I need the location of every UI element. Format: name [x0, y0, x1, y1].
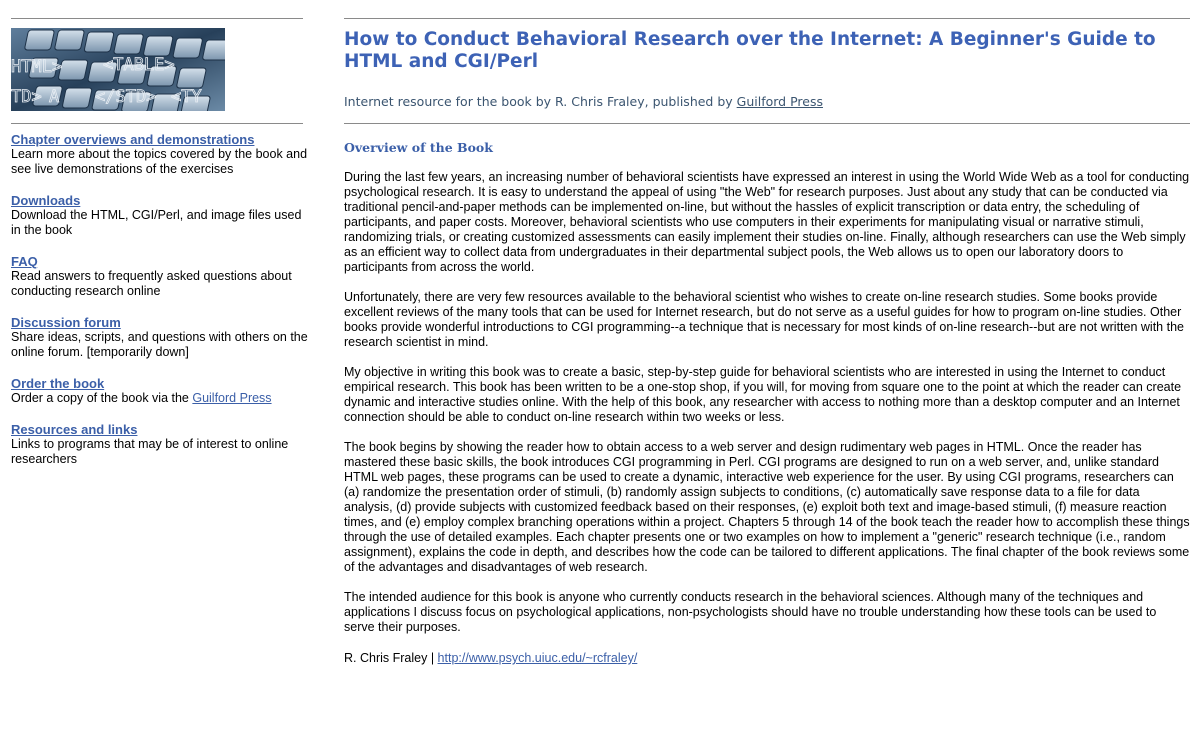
- banner-word: HTML>: [11, 57, 63, 77]
- banner-word: A: [49, 87, 60, 107]
- nav-desc-downloads: Download the HTML, CGI/Perl, and image files used in the book: [11, 208, 302, 237]
- signature: [344, 651, 1190, 666]
- nav-item-forum: [11, 315, 311, 360]
- subtitle-text: Internet resource for the book by R. Chris Fraley, published by: [344, 94, 737, 109]
- subtitle-publisher-link[interactable]: Guilford Press: [736, 94, 823, 109]
- main-top-rule: [344, 18, 1190, 19]
- nav-link-chapters[interactable]: Chapter overviews and demonstrations: [11, 132, 255, 147]
- nav-item-downloads: [11, 193, 311, 238]
- page-title: How to Conduct Behavioral Research over the Internet: A Beginner's Guide to HTML and CGI/Perl: [344, 29, 1156, 72]
- banner-word: <TABLE>: [103, 55, 175, 75]
- nav-order-guilford-link[interactable]: Guilford Press: [192, 391, 272, 405]
- banner-image: [11, 28, 225, 111]
- nav-link-faq[interactable]: FAQ: [11, 254, 38, 269]
- nav-link-order[interactable]: Order the book: [11, 376, 105, 391]
- sidebar-mid-rule: [11, 123, 303, 124]
- banner-word: <TY: [171, 87, 202, 107]
- signature-name: R. Chris Fraley |: [344, 651, 438, 665]
- overview-paragraph-2: Unfortunately, there are very few resources available to the behavioral scientist who wishes to create on-line research studies. Some books provide excellent reviews of the many tools that can be used for Internet research, but do not serve as a useful guides for how to program on-line studies. Other books provide wonderful introductions to CGI programming--a technique that is necessary for most kinds of on-line research--but are not written with the research scientist in mind.: [344, 290, 1184, 349]
- nav-desc-chapters: Learn more about the topics covered by the book and see live demonstrations of the exercises: [11, 147, 308, 176]
- nav-link-forum[interactable]: Discussion forum: [11, 315, 121, 330]
- nav-desc-resources: Links to programs that may be of interest to online researchers: [11, 437, 289, 466]
- section-heading: Overview of the Book: [344, 140, 493, 155]
- overview-paragraph-1: During the last few years, an increasing number of behavioral scientists have expressed an interest in using the World Wide Web as a tool for conducting psychological research. It is easy to understand the appeal of using "the Web" for research purposes. Just about any study that can be conducted via traditional pencil-and-paper methods can be implemented on-line, but without the hassles of explicit transcription or data entry, the scheduling of participants, and paper costs. Moreover, behavioral scientists who use computers in their experiments for manipulating visual or narrative stimuli, randomizing trials, or creating customized assessments can easily implement their studies on-line. Finally, although researchers can use the Web simply as an efficient way to collect data from undergraduates in their departmental subject pools, the Web allows us to open our laboratory doors to participants from across the world.: [344, 170, 1190, 274]
- nav-item-resources: [11, 422, 311, 467]
- overview-paragraph-3: My objective in writing this book was to create a basic, step-by-step guide for behavioral scientists who are interested in using the Internet to conduct empirical research. This book has been written to be a one-stop shop, if you will, for moving from square one to the point at which the reader can create dynamic and interactive studies online. With the help of this book, any researcher with access to nothing more than a desktop computer and an Internet connection should be able to conduct on-line research within two weeks or less.: [344, 365, 1182, 424]
- nav-desc-faq: Read answers to frequently asked questions about conducting research online: [11, 269, 292, 298]
- nav-item-order: [11, 376, 311, 406]
- nav-desc-forum: Share ideas, scripts, and questions with others on the online forum. [temporarily down]: [11, 330, 308, 359]
- nav-desc-order: Order a copy of the book via the: [11, 391, 193, 405]
- banner-word: </STD>: [95, 87, 157, 107]
- overview-paragraph-4: The book begins by showing the reader how to obtain access to a web server and design rudimentary web pages in HTML. Once the reader has mastered these basic skills, the book introduces CGI programming in Perl. CGI programs are designed to run on a web server, and, unlike standard HTML web pages, these programs can be used to create a dynamic, interactive web experience for the user. By using CGI programs, researchers can (a) randomize the presentation order of stimuli, (b) randomly assign subjects to conditions, (c) automatically save response data to a file for data analysis, (d) provide subjects with customized feedback based on their responses, (e) exploit both text and image-based stimuli, (f) measure reaction times, and (e) employ complex branching operations within a project. Chapters 5 through 14 of the book teach the reader how to accomplish these things through the use of detailed examples. Each chapter presents one or two examples on how to implement a "generic" research technique (i.e., random assignment), explains the code in depth, and describes how the code can be tailored to different applications. The final chapter of the book reviews some of the advantages and disadvantages of web research.: [344, 440, 1190, 574]
- nav-link-resources[interactable]: Resources and links: [11, 422, 138, 437]
- nav-item-faq: [11, 254, 311, 299]
- main-mid-rule: [344, 123, 1190, 124]
- sidebar-top-rule: [11, 18, 303, 19]
- banner-word: TD>: [11, 87, 42, 107]
- nav-link-downloads[interactable]: Downloads: [11, 193, 81, 208]
- signature-homepage-link[interactable]: http://www.psych.uiuc.edu/~rcfraley/: [437, 651, 638, 665]
- page-subtitle: [344, 94, 823, 109]
- overview-paragraph-5: The intended audience for this book is anyone who currently conducts research in the behavioral sciences. Although many of the techniques and applications I discuss focus on psychological applications, non-psychologists should have no trouble understanding how these tools can be used to serve their purposes.: [344, 590, 1157, 634]
- nav-item-chapters: [11, 132, 311, 177]
